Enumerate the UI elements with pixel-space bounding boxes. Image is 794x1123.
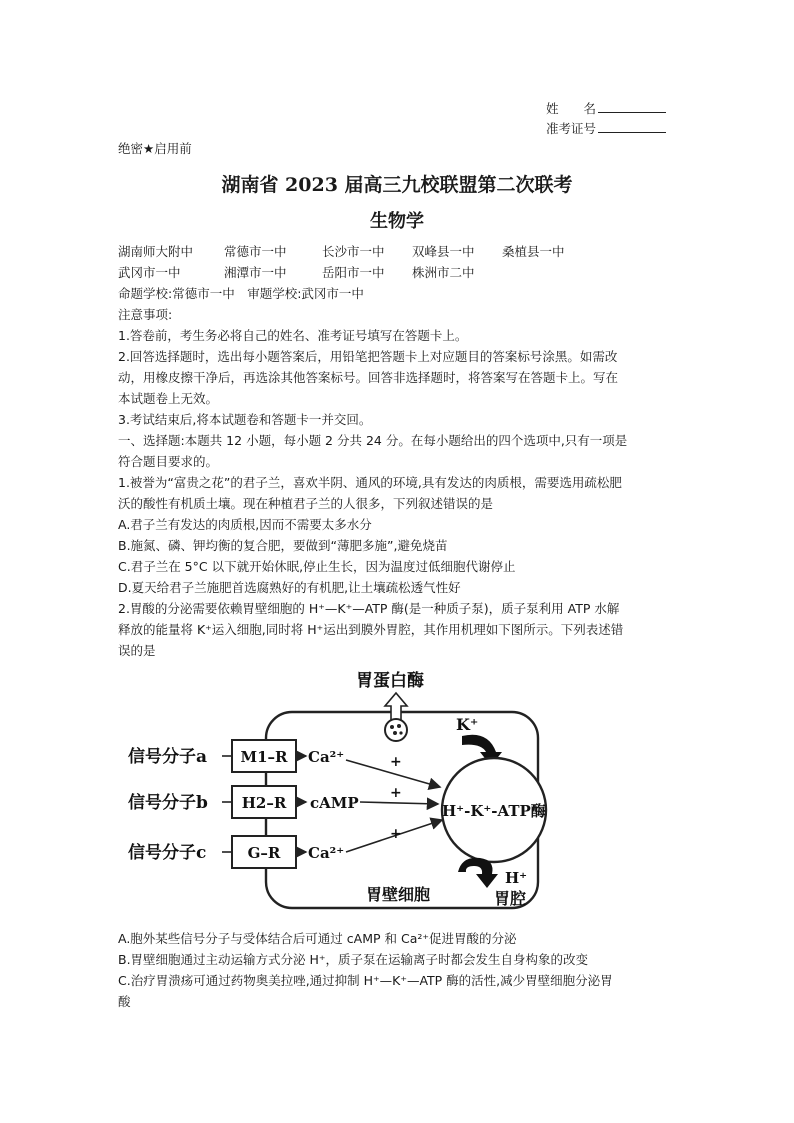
question-2-option: B.胃壁细胞通过主动运输方式分泌 H⁺，质子泵在运输离子时都会发生自身构象的改变 (118, 952, 589, 967)
note-line: 2.回答选择题时，选出每小题答案后，用铅笔把答题卡上对应题目的答案标号涂黑。如需改 (118, 349, 618, 364)
question-1-option: D.夏天给君子兰施肥首选腐熟好的有机肥,让土壤疏松透气性好 (118, 580, 461, 595)
activation-arrow (360, 802, 438, 804)
parietal-cell-label: 胃壁细胞 (366, 885, 431, 904)
question-1-option: A.君子兰有发达的肉质根,因而不需要太多水分 (118, 517, 372, 532)
question-1-option: B.施氮、磷、钾均衡的复合肥，要做到“薄肥多施”,避免烧苗 (118, 538, 448, 553)
note-line: 本试题卷上无效。 (118, 391, 219, 406)
section-heading: 符合题目要求的。 (118, 454, 219, 469)
enzyme-label: H⁺-K⁺-ATP酶 (442, 802, 546, 820)
plus-sign: + (390, 826, 402, 842)
question-2-option: 酸 (118, 994, 131, 1009)
school-name: 桑植县一中 (502, 244, 565, 259)
id-label: 准考证号 (546, 121, 597, 136)
note-line: 1.答卷前，考生务必将自己的姓名、准考证号填写在答题卡上。 (118, 328, 468, 343)
authors-line: 命题学校:常德市一中 审题学校:武冈市一中 (118, 286, 364, 301)
school-name: 长沙市一中 (322, 244, 385, 259)
k-ion-label: K⁺ (456, 715, 479, 734)
question-1-stem: 1.被誉为“富贵之花”的君子兰，喜欢半阴、通风的环境,具有发达的肉质根，需要选用疏松肥 (118, 475, 622, 490)
school-name: 株洲市二中 (412, 265, 475, 280)
messenger-label: Ca²⁺ (308, 748, 345, 766)
vesicle-icon (385, 719, 407, 741)
school-name: 双峰县一中 (412, 244, 475, 259)
question-2-option: C.治疗胃溃疡可通过药物奥美拉唑,通过抑制 H⁺—K⁺—ATP 酶的活性,减少胃壁细胞分泌胃 (118, 973, 613, 988)
hollow-up-arrow-icon (385, 693, 407, 722)
question-1-stem: 沃的酸性有机质土壤。现在种植君子兰的人很多，下列叙述错误的是 (118, 496, 494, 511)
pepsin-label: 胃蛋白酶 (356, 671, 424, 691)
question-1-option: C.君子兰在 5°C 以下就开始休眠,停止生长，因为温度过低细胞代谢停止 (118, 559, 516, 574)
receptor-label: G–R (247, 844, 281, 862)
signal-molecule-label: 信号分子a (128, 747, 208, 767)
school-name: 武冈市一中 (118, 265, 181, 280)
question-2-stem: 释放的能量将 K⁺运入细胞,同时将 H⁺运出到膜外胃腔，其作用机理如下图所示。下列表述错 (118, 622, 624, 637)
receptor-label: M1–R (240, 748, 288, 766)
h-ion-label: H⁺ (505, 869, 528, 887)
question-2-stem: 2.胃酸的分泌需要依赖胃壁细胞的 H⁺—K⁺—ATP 酶(是一种质子泵)，质子泵利用 ATP 水解 (118, 601, 620, 616)
receptor-label: H2–R (241, 794, 287, 812)
note-line: 动，用橡皮擦干净后，再选涂其他答案标号。回答非选择题时，将答案写在答题卡上。写在 (118, 370, 619, 385)
section-heading: 一、选择题:本题共 12 小题，每小题 2 分共 24 分。在每小题给出的四个选项中,只有一项是 (118, 433, 628, 448)
messenger-label: Ca²⁺ (308, 844, 345, 862)
school-name: 湖南师大附中 (118, 244, 194, 259)
note-line: 3.考试结束后,将本试题卷和答题卡一并交回。 (118, 412, 372, 427)
school-name: 岳阳市一中 (322, 265, 385, 280)
plus-sign: + (390, 754, 402, 770)
school-name: 湘潭市一中 (224, 265, 287, 280)
signal-molecule-label: 信号分子c (128, 843, 207, 863)
question-2-stem: 误的是 (118, 643, 156, 658)
stomach-lumen-label: 胃腔 (494, 889, 527, 908)
question-2-option: A.胞外某些信号分子与受体结合后可通过 cAMP 和 Ca²⁺促进胃酸的分泌 (118, 931, 517, 946)
notes-heading: 注意事项: (118, 307, 173, 322)
signal-molecule-label: 信号分子b (128, 793, 208, 813)
subject-title: 生物学 (370, 211, 424, 232)
plus-sign: + (390, 785, 402, 801)
name-label: 姓 名 (546, 101, 597, 116)
exam-title: 湖南省 2023 届高三九校联盟第二次联考 (221, 174, 573, 196)
school-name: 常德市一中 (224, 244, 287, 259)
secret-mark: 绝密★启用前 (118, 141, 192, 156)
messenger-label: cAMP (310, 794, 359, 812)
